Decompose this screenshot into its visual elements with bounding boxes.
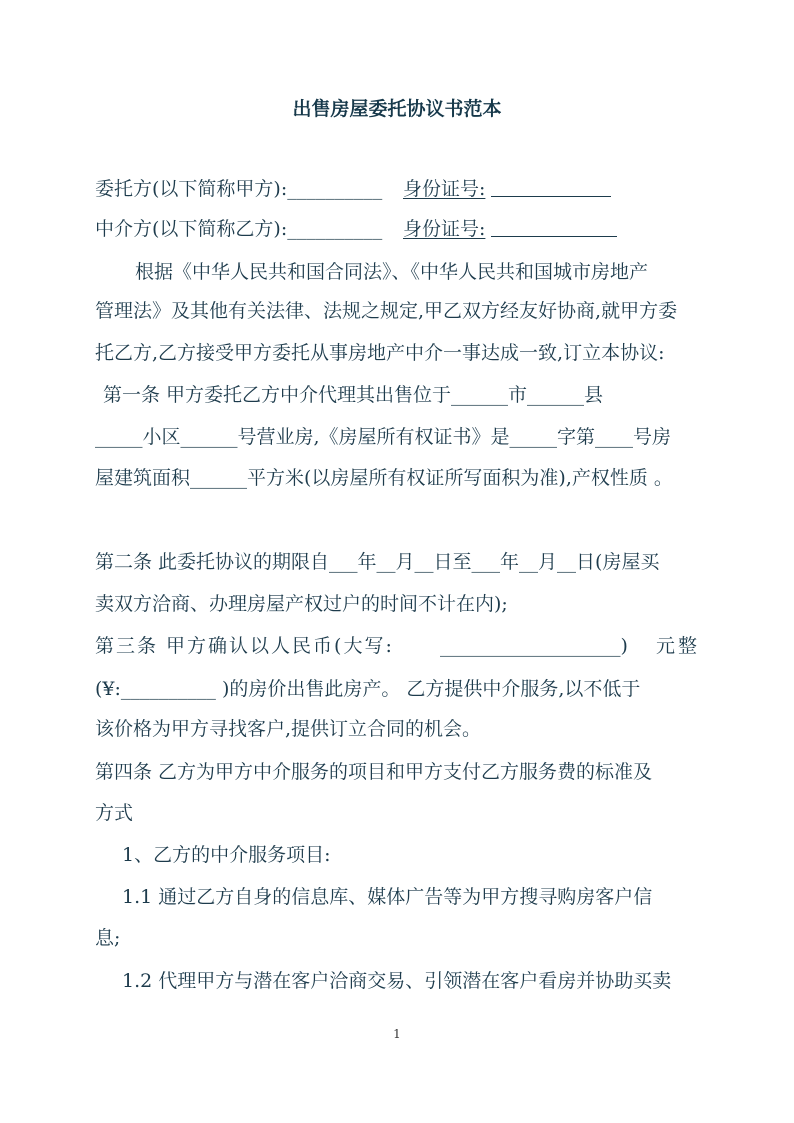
page-title: 出售房屋委托协议书范本 xyxy=(292,98,502,120)
article1-line-2: _____小区______号营业房,《房屋所有权证书》是_____字第____号房 xyxy=(95,426,672,448)
article2-line-2: 卖双方洽商、办理房屋产权过户的时间不计在内); xyxy=(95,593,508,615)
article4-line-1: 第四条 乙方为甲方中介服务的项目和甲方支付乙方服务费的标准及 xyxy=(95,761,653,783)
item11-line-2: 息; xyxy=(95,927,121,949)
article2-line-1: 第二条 此委托协议的期限自___年__月__日至___年__月__日(房屋买 xyxy=(95,551,660,573)
party-a-id-line xyxy=(403,176,611,202)
intro-line-2: 管理法》及其他有关法律、法规之规定,甲乙双方经友好协商,就甲方委 xyxy=(95,300,678,322)
article3-line-3: 该价格为甲方寻找客户,提供订立合同的机会。 xyxy=(95,718,482,740)
item11-line-1: 1.1 通过乙方自身的信息库、媒体广告等为甲方搜寻购房客户信 xyxy=(122,886,653,908)
article3-line-1b: ___________________) xyxy=(440,635,628,657)
party-b-line xyxy=(95,216,382,242)
party-b-id-blank xyxy=(491,236,617,237)
page-number: 1 xyxy=(393,1027,401,1041)
party-a-label: 委托方(以下简称甲方):__________ xyxy=(95,178,383,200)
party-b-label: 中介方(以下简称乙方):__________ xyxy=(95,218,383,240)
article3-line-1c: 元整 xyxy=(656,635,701,657)
party-a-line xyxy=(95,176,382,202)
party-b-id-line xyxy=(403,216,617,242)
article1-line-3: 屋建筑面积______平方米(以房屋所有权证所写面积为准),产权性质 。 xyxy=(95,467,673,489)
intro-line-3: 托乙方,乙方接受甲方委托从事房地产中介一事达成一致,订立本协议: xyxy=(95,342,665,364)
article3-line-1a: 第三条 甲方确认以人民币(大写: xyxy=(95,635,394,657)
party-b-id-label: 身份证号: xyxy=(403,218,486,240)
party-a-id-label: 身份证号: xyxy=(403,178,486,200)
article1-line-1: 第一条 甲方委托乙方中介代理其出售位于______市______县 xyxy=(103,384,604,406)
article3-line-2: (¥:__________ )的房价出售此房产。 乙方提供中介服务,以不低于 xyxy=(95,678,641,700)
item12-line-1: 1.2 代理甲方与潜在客户洽商交易、引领潜在客户看房并协助买卖 xyxy=(122,970,672,992)
article4-line-2: 方式 xyxy=(95,802,134,824)
item1-heading: 1、乙方的中介服务项目: xyxy=(122,844,331,866)
party-a-id-blank xyxy=(491,196,611,197)
intro-line-1: 根据《中华人民共和国合同法》、《中华人民共和国城市房地产 xyxy=(135,261,649,283)
